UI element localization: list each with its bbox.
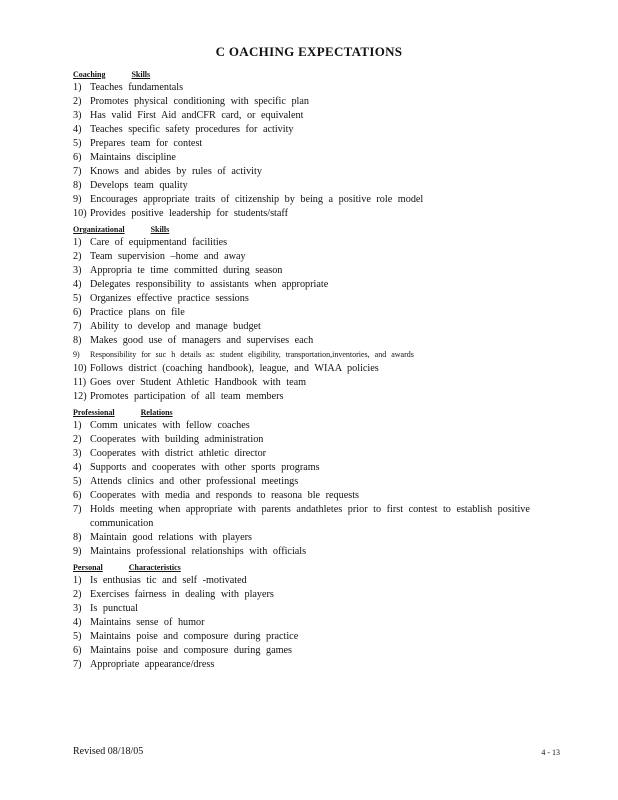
list-item: [73, 151, 573, 165]
list-item: [73, 362, 573, 376]
item-text: Team supervision –home and away: [90, 251, 246, 262]
item-number: 3): [73, 603, 82, 614]
section-heading-word: Professional: [73, 408, 115, 417]
item-text: Holds meeting when appropriate with parents andathletes prior to first contest to establish positive communication: [90, 504, 530, 529]
section-heading: [73, 562, 573, 573]
item-text: Appropriate appearance/dress: [90, 659, 215, 670]
item-number: 5): [73, 293, 82, 304]
item-number: 5): [73, 476, 82, 487]
item-text: Has valid First Aid andCFR card, or equivalent: [90, 110, 304, 121]
item-text: Delegates responsibility to assistants when appropriate: [90, 279, 329, 290]
item-number: 10): [73, 363, 87, 374]
item-text: Is punctual: [90, 603, 138, 614]
list-item: [73, 306, 573, 320]
revised-date: Revised 08/18/05: [73, 746, 144, 757]
list-item: [73, 489, 573, 503]
item-number: 1): [73, 575, 82, 586]
item-number: 3): [73, 265, 82, 276]
item-text: Provides positive leadership for students/staff: [90, 208, 288, 219]
list-item: [73, 81, 573, 95]
item-number: 2): [73, 96, 82, 107]
list-item: [73, 193, 573, 207]
list-item: [73, 419, 573, 433]
item-number: 9): [73, 546, 82, 557]
list-item: [73, 461, 573, 475]
item-text: Promotes physical conditioning with specific plan: [90, 96, 309, 107]
item-text: Comm unicates with fellow coaches: [90, 420, 250, 431]
item-text: Develops team quality: [90, 180, 188, 191]
list-item: [73, 616, 573, 630]
page-title: C OACHING EXPECTATIONS: [215, 44, 403, 59]
item-number: 7): [73, 659, 82, 670]
item-text: Supports and cooperates with other sports programs: [90, 462, 320, 473]
item-number: 11): [73, 377, 87, 388]
list-item: [73, 109, 573, 123]
list-item: [73, 475, 573, 489]
item-text: Teaches fundamentals: [90, 82, 184, 93]
list-item: [73, 278, 573, 292]
list-item: [73, 447, 573, 461]
list-item: [73, 236, 573, 250]
list-item: [73, 179, 573, 193]
item-text: Promotes participation of all team members: [90, 391, 284, 402]
item-text: Cooperates with media and responds to reasona ble requests: [90, 490, 359, 501]
item-text: Cooperates with district athletic director: [90, 448, 267, 459]
section-heading-word: Skills: [131, 70, 151, 79]
list-item: [73, 574, 573, 588]
item-text: Maintains professional relationships with officials: [90, 546, 307, 557]
list-item: [73, 292, 573, 306]
list-item: [73, 602, 573, 616]
item-number: 8): [73, 335, 82, 346]
section-heading-word: Organizational: [73, 225, 125, 234]
list-item: [73, 433, 573, 447]
item-number: 6): [73, 307, 82, 318]
section-heading-word: Relations: [140, 408, 173, 417]
section-heading: [73, 69, 573, 80]
list-item: [73, 630, 573, 644]
list-item: [73, 644, 573, 658]
item-number: 4): [73, 617, 82, 628]
section-heading-word: Personal: [73, 563, 103, 572]
item-number: 8): [73, 532, 82, 543]
list-item: [73, 137, 573, 151]
item-text: Knows and abides by rules of activity: [90, 166, 262, 177]
item-text: Teaches specific safety procedures for activity: [90, 124, 294, 135]
section-heading-word: Characteristics: [128, 563, 181, 572]
expectations-list: [73, 69, 573, 672]
item-text: Maintains poise and composure during practice: [90, 631, 299, 642]
item-text: Practice plans on file: [90, 307, 185, 318]
item-number: 5): [73, 138, 82, 149]
list-item: [73, 207, 573, 221]
item-number: 1): [73, 82, 82, 93]
list-item: [73, 545, 573, 559]
section-heading: [73, 407, 573, 418]
list-item: [73, 503, 573, 531]
list-item: [73, 320, 573, 334]
item-text: Maintains sense of humor: [90, 617, 205, 628]
list-item: [73, 531, 573, 545]
list-item: [73, 165, 573, 179]
item-text: Attends clinics and other professional meetings: [90, 476, 299, 487]
item-text: Maintain good relations with players: [90, 532, 252, 543]
item-text: Is enthusias tic and self -motivated: [90, 575, 247, 586]
item-number: 5): [73, 631, 82, 642]
item-text: Organizes effective practice sessions: [90, 293, 249, 304]
item-number: 2): [73, 589, 82, 600]
item-number: 7): [73, 166, 82, 177]
item-number: 4): [73, 124, 82, 135]
item-number: 7): [73, 321, 82, 332]
item-number: 2): [73, 434, 82, 445]
item-text: Maintains poise and composure during games: [90, 645, 293, 656]
list-item: [73, 390, 573, 404]
section-heading-word: Coaching: [73, 70, 106, 79]
item-number: 12): [73, 391, 87, 402]
item-number: 3): [73, 110, 82, 121]
item-number: 3): [73, 448, 82, 459]
item-number: 1): [73, 420, 82, 431]
item-number: 9): [73, 194, 82, 205]
item-number: 2): [73, 251, 82, 262]
list-item: [73, 588, 573, 602]
item-number: 4): [73, 279, 82, 290]
item-number: 6): [73, 152, 82, 163]
item-text: Care of equipmentand facilities: [90, 237, 228, 248]
item-number: 10): [73, 208, 87, 219]
item-number: 4): [73, 462, 82, 473]
item-text: Ability to develop and manage budget: [90, 321, 261, 332]
section-heading: [73, 224, 573, 235]
list-item: [73, 348, 573, 362]
item-number: 8): [73, 180, 82, 191]
item-text: Encourages appropriate traits of citizenship by being a positive role model: [90, 194, 424, 205]
item-number: 7): [73, 504, 82, 515]
list-item: [73, 658, 573, 672]
item-text: Prepares team for contest: [90, 138, 203, 149]
page-number: 4 - 13: [541, 748, 560, 757]
list-item: [73, 250, 573, 264]
item-number: 6): [73, 490, 82, 501]
list-item: [73, 123, 573, 137]
item-text: Maintains discipline: [90, 152, 176, 163]
item-number: 9): [73, 350, 80, 359]
list-item: [73, 376, 573, 390]
item-text: Appropria te time committed during season: [90, 265, 283, 276]
item-text: Makes good use of managers and supervises each: [90, 335, 314, 346]
list-item: [73, 334, 573, 348]
list-item: [73, 264, 573, 278]
item-number: 6): [73, 645, 82, 656]
item-text: Cooperates with building administration: [90, 434, 264, 445]
item-text: Follows district (coaching handbook), league, and WIAA policies: [90, 363, 379, 374]
item-number: 1): [73, 237, 82, 248]
section-heading-word: Skills: [150, 225, 170, 234]
item-text: Goes over Student Athletic Handbook with team: [90, 377, 307, 388]
list-item: [73, 95, 573, 109]
item-text: Exercises fairness in dealing with players: [90, 589, 274, 600]
item-text: Responsibility for suc h details as: student eligibility, transportation,inventories, and awards: [90, 350, 414, 359]
